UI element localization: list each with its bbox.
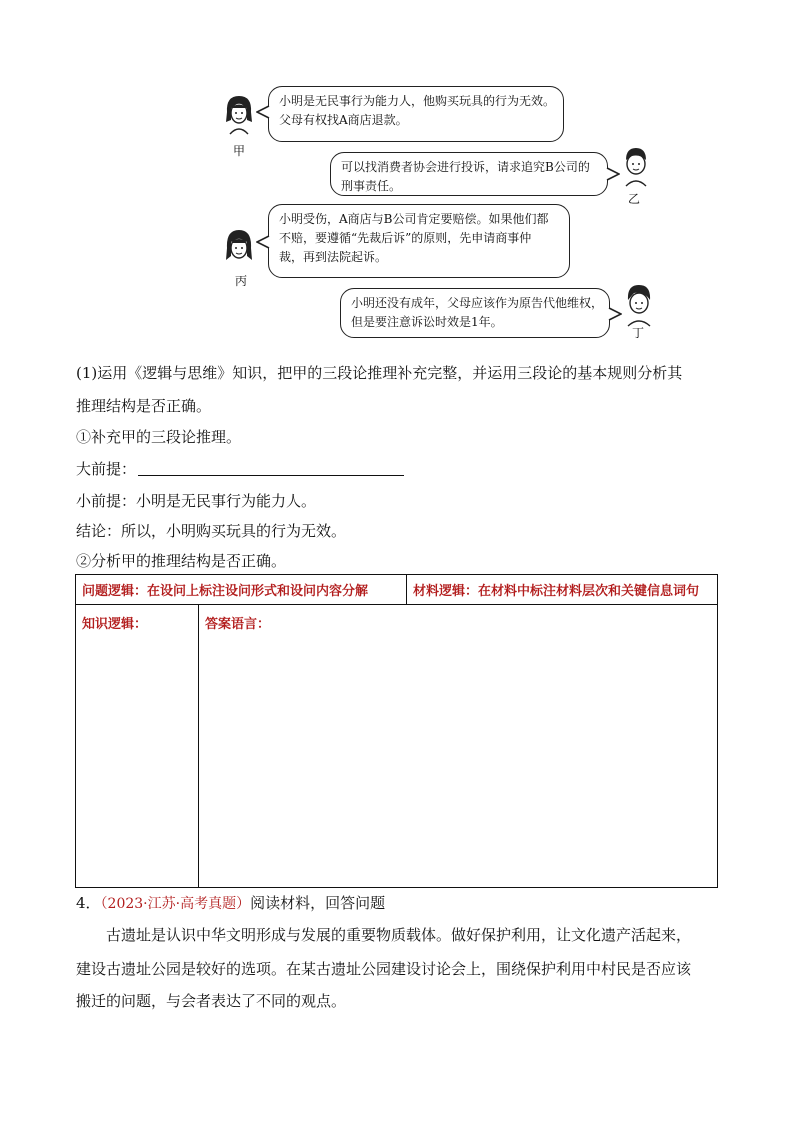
answer-table — [75, 574, 718, 888]
bubble-line: 不赔，要遵循“先裁后诉”的原则，先申请商事仲 — [279, 231, 532, 245]
speech-bubble-yi — [330, 152, 608, 196]
sub-question: ②分析甲的推理结构是否正确。 — [76, 552, 287, 570]
dialogue-illustration — [220, 86, 664, 346]
sub-question: ①补充甲的三段论推理。 — [76, 428, 242, 446]
question-number: 4． — [76, 894, 101, 912]
speech-bubble-jia — [268, 86, 564, 142]
conclusion: 结论：所以，小明购买玩具的行为无效。 — [76, 522, 347, 540]
bubble-line: 父母有权找A商店退款。 — [279, 113, 408, 127]
bubble-line: 小明还没有成年，父母应该作为原告代他维权， — [351, 296, 604, 310]
minor-premise: 小前提：小明是无民事行为能力人。 — [76, 492, 317, 510]
major-premise — [76, 458, 404, 479]
answer-language-cell[interactable]: 答案语言： — [199, 605, 718, 888]
bubble-line: 小明是无民事行为能力人，他购买玩具的行为无效。 — [279, 94, 556, 108]
girl-avatar-icon — [222, 226, 256, 270]
speaker-label: 甲 — [233, 144, 246, 158]
major-premise-label: 大前提： — [76, 460, 137, 478]
material-paragraph: 古遗址是认识中华文明形成与发展的重要物质载体。做好保护利用，让文化遗产活起来， — [106, 926, 692, 944]
bubble-tail-icon — [606, 166, 620, 182]
bubble-tail-icon — [256, 104, 270, 120]
boy-avatar-icon — [620, 144, 652, 188]
material-logic-cell: 材料逻辑：在材料中标注材料层次和关键信息词句 — [407, 575, 718, 605]
question-4-header — [76, 892, 385, 913]
bubble-tail-icon — [256, 234, 270, 250]
question-prompt: 阅读材料，回答问题 — [250, 894, 386, 912]
question-source: （2023·江苏·高考真题） — [100, 896, 251, 912]
bubble-line: 裁，再到法院起诉。 — [279, 250, 388, 264]
bubble-tail-icon — [608, 306, 622, 322]
material-paragraph: 搬迁的问题，与会者表达了不同的观点。 — [76, 992, 347, 1010]
bubble-line: 小明受伤，A商店与B公司肯定要赔偿。如果他们都 — [279, 212, 549, 226]
problem-logic-cell: 问题逻辑：在设问上标注设问形式和设问内容分解 — [76, 575, 407, 605]
question-text: (1)运用《逻辑与思维》知识，把甲的三段论推理补充完整，并运用三段论的基本规则分析其 — [76, 364, 683, 382]
bubble-line: 但是要注意诉讼时效是1年。 — [351, 315, 503, 329]
speaker-label: 丙 — [235, 274, 248, 288]
bubble-line: 刑事责任。 — [341, 179, 402, 193]
boy-avatar-icon — [622, 282, 656, 328]
knowledge-logic-cell[interactable]: 知识逻辑： — [76, 605, 199, 888]
girl-avatar-icon — [222, 92, 256, 136]
bubble-line: 可以找消费者协会进行投诉，请求追究B公司的 — [341, 160, 590, 174]
question-text: 推理结构是否正确。 — [76, 397, 212, 415]
answer-blank[interactable] — [138, 461, 404, 476]
material-paragraph: 建设古遗址公园是较好的选项。在某古遗址公园建设讨论会上，围绕保护利用中村民是否应该 — [76, 960, 692, 978]
speaker-label: 丁 — [632, 326, 645, 340]
speech-bubble-bing — [268, 204, 570, 278]
speaker-label: 乙 — [628, 192, 641, 206]
speech-bubble-ding — [340, 288, 610, 338]
